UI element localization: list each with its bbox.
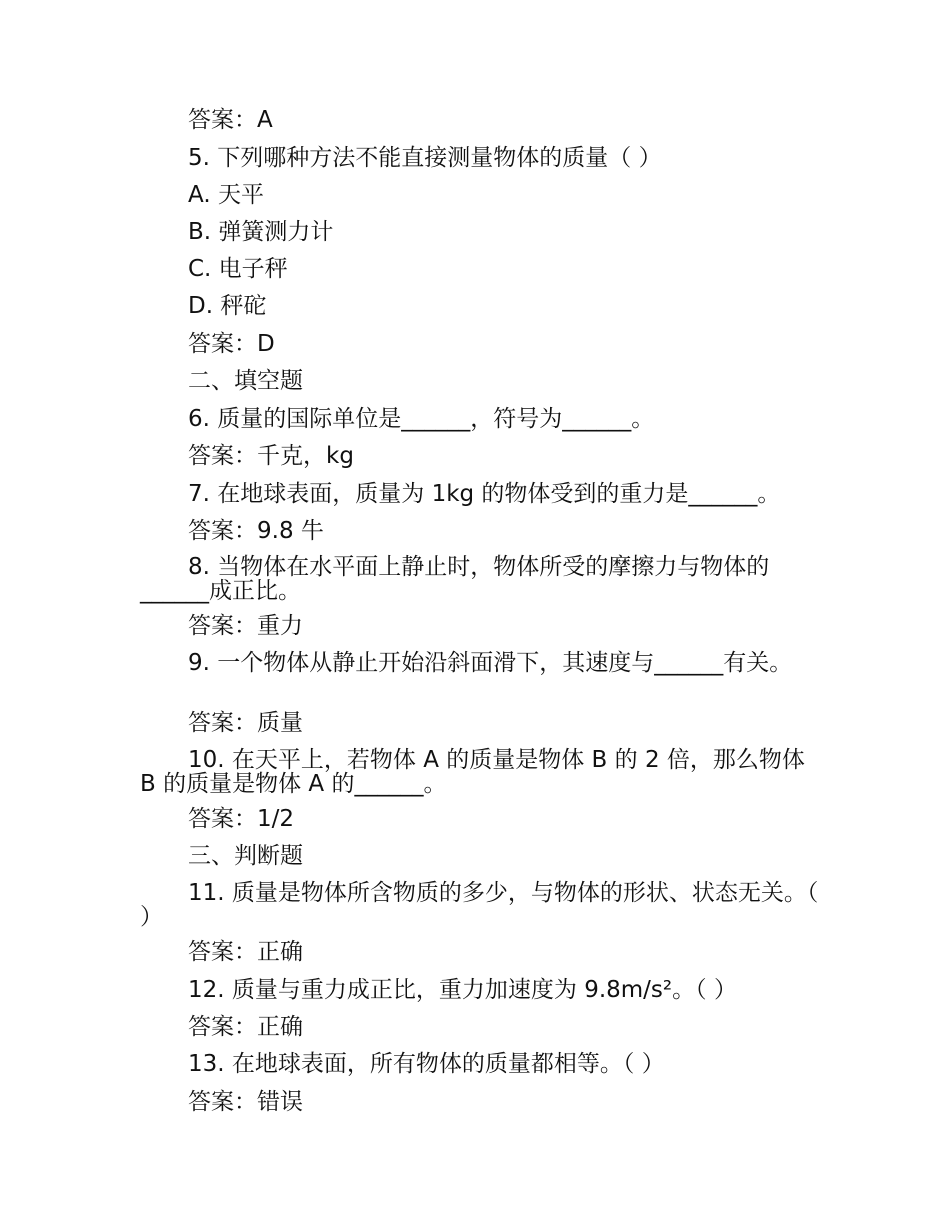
answer-10: 答案：1/2 xyxy=(188,806,295,832)
answer-5: 答案：D xyxy=(188,331,275,357)
question-8: 8. 当物体在水平面上静止时，物体所受的摩擦力与物体的______成正比。 xyxy=(140,554,770,604)
answer-4: 答案：A xyxy=(188,107,273,133)
question-11: 11. 质量是物体所含物质的多少，与物体的形状、状态无关。（ ） xyxy=(140,880,819,930)
question-13: 13. 在地球表面，所有物体的质量都相等。（ ） xyxy=(188,1051,665,1077)
answer-11: 答案：正确 xyxy=(188,939,303,965)
option-c: C. 电子秤 xyxy=(188,256,288,282)
question-6: 6. 质量的国际单位是______，符号为______。 xyxy=(188,406,655,432)
question-9: 9. 一个物体从静止开始沿斜面滑下，其速度与______有关。 xyxy=(188,650,793,676)
section-fill-in-blank: 二、填空题 xyxy=(188,368,303,394)
question-10: 10. 在天平上，若物体 A 的质量是物体 B 的 2 倍，那么物体 B 的质量是物体 A 的______。 xyxy=(140,747,805,797)
answer-8: 答案：重力 xyxy=(188,613,303,639)
answer-6: 答案：千克，kg xyxy=(188,443,354,469)
answer-12: 答案：正确 xyxy=(188,1014,303,1040)
question-5: 5. 下列哪种方法不能直接测量物体的质量（ ） xyxy=(188,145,662,171)
option-b: B. 弹簧测力计 xyxy=(188,219,334,245)
option-a: A. 天平 xyxy=(188,182,264,208)
section-true-false: 三、判断题 xyxy=(188,843,303,869)
question-12: 12. 质量与重力成正比，重力加速度为 9.8m/s²。（ ） xyxy=(188,977,737,1003)
option-d: D. 秤砣 xyxy=(188,293,267,319)
answer-9: 答案：质量 xyxy=(188,710,303,736)
answer-7: 答案：9.8 牛 xyxy=(188,518,324,544)
question-7: 7. 在地球表面，质量为 1kg 的物体受到的重力是______。 xyxy=(188,481,781,507)
answer-13: 答案：错误 xyxy=(188,1089,303,1115)
